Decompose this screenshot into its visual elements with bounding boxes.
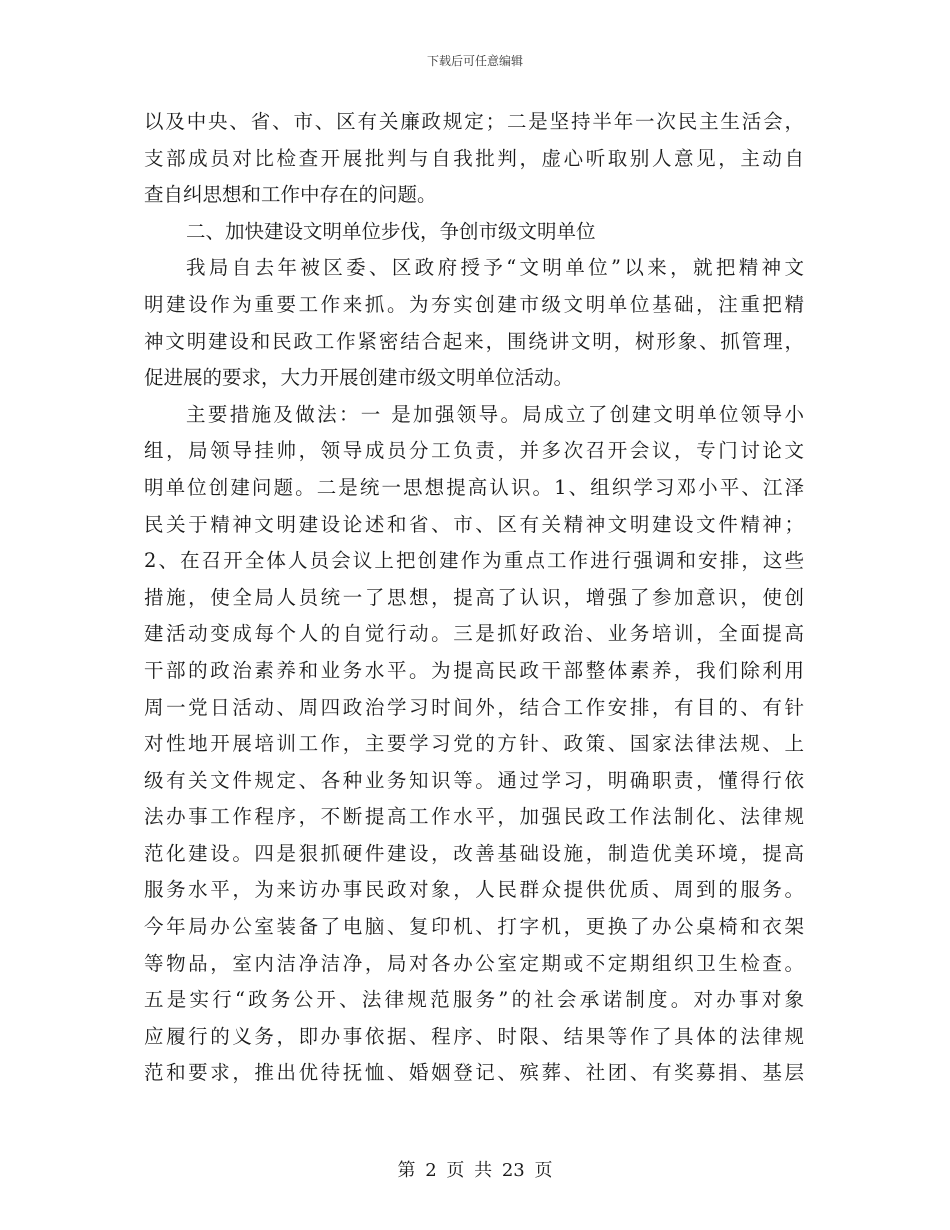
body-line: 以及中央、省、市、区有关廉政规定；二是坚持半年一次民主生活会， — [144, 110, 804, 133]
body-line: 范和要求，推出优待抚恤、婚姻登记、殡葬、社团、有奖募捐、基层 — [144, 1061, 804, 1085]
body-line: 五是实行“政务公开、法律规范服务”的社会承诺制度。对办事对象 — [144, 988, 804, 1012]
body-line: 应履行的义务，即办事依据、程序、时限、结果等作了具体的法律规 — [144, 1024, 804, 1048]
body-line: 2、在召开全体人员会议上把创建作为重点工作进行强调和安排，这些 — [144, 549, 804, 573]
body-line: 范化建设。四是狠抓硬件建设，改善基础设施，制造优美环境，提高 — [144, 841, 804, 865]
body-line: 等物品，室内洁净洁净，局对各办公室定期或不定期组织卫生检查。 — [144, 951, 804, 975]
body-line: 我局自去年被区委、区政府授予“文明单位”以来，就把精神文 — [186, 256, 804, 280]
page-footer: 第 2 页 共 23 页 — [397, 1160, 553, 1181]
document-body — [144, 104, 804, 1092]
body-line: 对性地开展培训工作，主要学习党的方针、政策、国家法律法规、上 — [144, 732, 804, 756]
body-line: 措施，使全局人员统一了思想，提高了认识，增强了参加意识，使创 — [144, 585, 804, 609]
body-line: 支部成员对比检查开展批判与自我批判，虚心听取别人意见，主动自 — [144, 146, 804, 170]
body-line: 干部的政治素养和业务水平。为提高民政干部整体素养，我们除利用 — [144, 658, 804, 682]
body-line: 促进展的要求，大力开展创建市级文明单位活动。 — [144, 366, 574, 390]
body-line: 主要措施及做法：一 是加强领导。局成立了创建文明单位领导小 — [186, 402, 804, 426]
page-header: 下载后可任意编辑 — [426, 54, 523, 68]
body-line: 服务水平，为来访办事民政对象，人民群众提供优质、周到的服务。 — [144, 878, 804, 902]
body-line: 神文明建设和民政工作紧密结合起来，围绕讲文明，树形象、抓管理， — [144, 329, 804, 353]
body-line: 今年局办公室装备了电脑、复印机、打字机，更换了办公桌椅和衣架 — [144, 915, 804, 939]
body-line: 民关于精神文明建设论述和省、市、区有关精神文明建设文件精神； — [144, 512, 804, 536]
body-line: 级有关文件规定、各种业务知识等。通过学习，明确职责，懂得行依 — [144, 768, 804, 792]
body-line: 周一党日活动、周四政治学习时间外，结合工作安排，有目的、有针 — [144, 695, 804, 719]
body-line: 明建设作为重要工作来抓。为夯实创建市级文明单位基础，注重把精 — [144, 292, 804, 316]
body-line: 建活动变成每个人的自觉行动。三是抓好政治、业务培训，全面提高 — [144, 622, 804, 646]
body-line: 二、加快建设文明单位步伐，争创市级文明单位 — [186, 219, 596, 243]
body-line: 明单位创建问题。二是统一思想提高认识。1、组织学习邓小平、江泽 — [144, 475, 804, 499]
body-line: 法办事工作程序，不断提高工作水平，加强民政工作法制化、法律规 — [144, 805, 804, 829]
body-line: 组，局领导挂帅，领导成员分工负责，并多次召开会议，专门讨论文 — [144, 439, 804, 463]
body-line: 查自纠思想和工作中存在的问题。 — [144, 183, 437, 207]
